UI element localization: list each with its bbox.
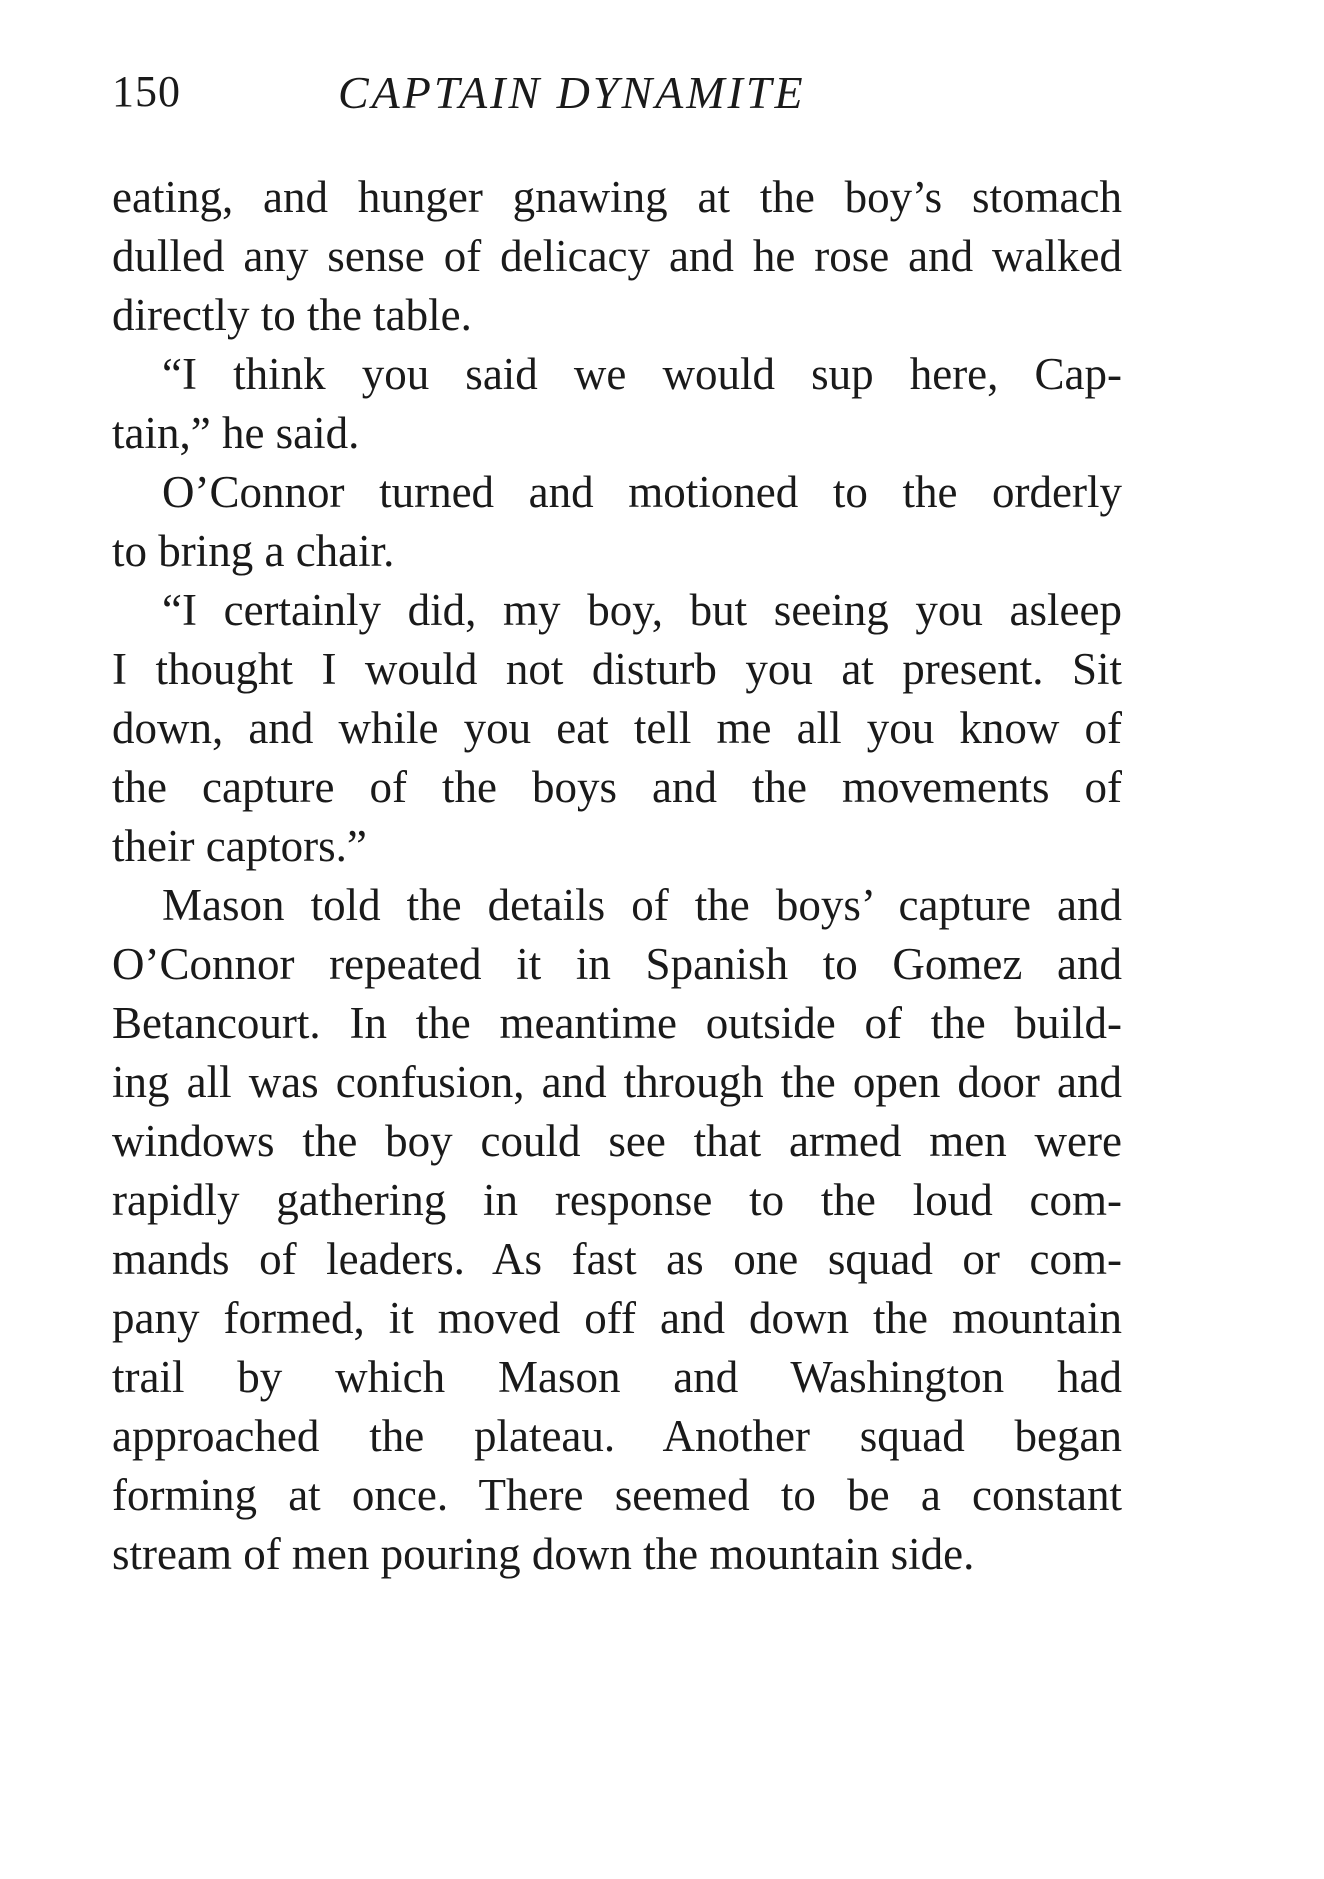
text-line: windows the boy could see that armed men were xyxy=(112,1116,1122,1166)
text-line: rapidly gathering in response to the loud com- xyxy=(112,1175,1122,1225)
page-header xyxy=(112,60,1132,130)
text-line: mands of leaders. As fast as one squad or com- xyxy=(112,1234,1122,1284)
text-line: approached the plateau. Another squad began xyxy=(112,1411,1122,1461)
text-line: forming at once. There seemed to be a constant xyxy=(112,1470,1122,1520)
text-line: eating, and hunger gnawing at the boy’s stomach xyxy=(112,172,1122,222)
text-line: I thought I would not disturb you at present. Sit xyxy=(112,644,1122,694)
text-line: O’Connor turned and motioned to the orderly xyxy=(162,467,1122,517)
text-line: “I certainly did, my boy, but seeing you asleep xyxy=(162,585,1122,635)
text-line: stream of men pouring down the mountain side. xyxy=(112,1529,975,1579)
text-line: Betancourt. In the meantime outside of the build- xyxy=(112,998,1122,1048)
running-title: CAPTAIN DYNAMITE xyxy=(338,67,806,118)
text-line: directly to the table. xyxy=(112,290,472,340)
text-line: O’Connor repeated it in Spanish to Gomez and xyxy=(112,939,1122,989)
text-line: tain,” he said. xyxy=(112,408,360,458)
text-line: dulled any sense of delicacy and he rose and walked xyxy=(112,231,1122,281)
text-line: “I think you said we would sup here, Cap- xyxy=(162,349,1122,399)
text-line: trail by which Mason and Washington had xyxy=(112,1352,1122,1402)
text-line: their captors.” xyxy=(112,821,367,871)
text-line: to bring a chair. xyxy=(112,526,395,576)
text-line: ing all was confusion, and through the open door and xyxy=(112,1057,1122,1107)
text-line: down, and while you eat tell me all you know of xyxy=(112,703,1122,753)
body-text xyxy=(112,168,1122,1584)
page-number: 150 xyxy=(112,67,181,116)
text-line: the capture of the boys and the movements of xyxy=(112,762,1122,812)
text-line: pany formed, it moved off and down the mountain xyxy=(112,1293,1122,1343)
text-line: Mason told the details of the boys’ capture and xyxy=(162,880,1122,930)
